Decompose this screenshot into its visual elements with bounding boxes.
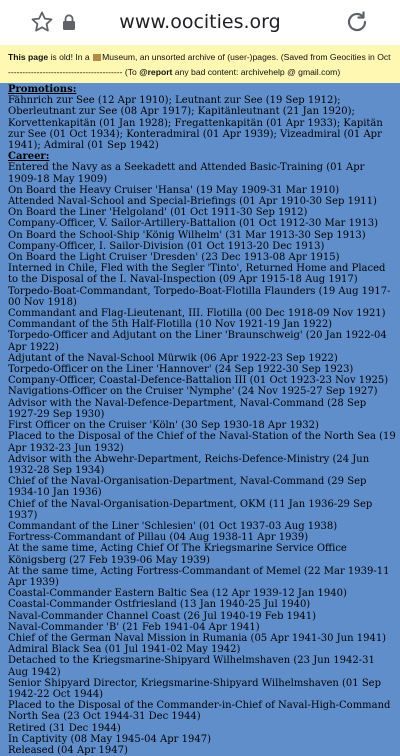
career-item: Retired (31 Dec 1944) xyxy=(8,722,121,734)
career-item: Coastal-Commander Eastern Baltic Sea (12 Apr 1939-12 Jan 1940) xyxy=(8,588,347,600)
career-item: Detached to the Kriegsmarine-Shipyard Wilhelmshaven (23 Jun 1942-31 Aug 1942) xyxy=(8,655,375,678)
career-heading: Career: xyxy=(8,151,50,163)
page-content xyxy=(8,84,396,756)
career-item: Company-Officer, Coastal-Defence-Battalion III (01 Oct 1923-23 Nov 1925) xyxy=(8,375,389,387)
promotions-heading: Promotions: xyxy=(8,84,77,95)
career-item: Navigations-Officer on the Cruiser 'Nymphe' (24 Nov 1925-27 Sep 1927) xyxy=(8,386,378,398)
career-item: Chief of the German Naval Mission in Rumania (05 Apr 1941-30 Jun 1941) xyxy=(8,632,387,644)
career-item: Entered the Navy as a Seekadett and Attended Basic-Training (01 Apr 1909-18 May 1909) xyxy=(8,162,365,185)
career-item: In Captivity (08 May 1945-04 Apr 1947) xyxy=(8,733,211,745)
career-item: First Officer on the Cruiser 'Köln' (30 Sep 1930-18 Apr 1932) xyxy=(8,420,319,432)
career-item: Chief of the Naval-Organisation-Department, OKM (11 Jan 1936-29 Sep 1937) xyxy=(8,498,373,521)
banner-text: is old! In a xyxy=(48,52,93,62)
career-item: Company-Officer, I. Sailor-Division (01 Oct 1913-20 Dec 1913) xyxy=(8,240,325,252)
career-item: Placed to the Disposal of the Chief of the Naval-Station of the North Sea (19 Apr 1932-23 Jun 1932) xyxy=(8,431,396,454)
career-item: Torpedo-Officer on the Liner 'Hannover' (24 Sep 1922-30 Sep 1923) xyxy=(8,364,354,376)
banner-line-1 xyxy=(8,52,391,62)
career-item: On Board the Heavy Cruiser 'Hansa' (19 May 1909-31 Mar 1910) xyxy=(8,184,340,196)
career-item: At the same time, Acting Fortress-Commandant of Memel (22 Mar 1939-11 Apr 1939) xyxy=(8,565,390,588)
career-item: Naval-Commander Channel Coast (26 Jul 1940-19 Feb 1941) xyxy=(8,610,317,622)
career-item: On Board the School-Ship 'König Wilhelm' (31 Mar 1913-30 Sep 1913) xyxy=(8,229,366,241)
career-item: Fortress-Commandant of Pillau (04 Aug 1938-11 Apr 1939) xyxy=(8,532,309,544)
career-item: Commandant and Flag-Lieutenant, III. Flotilla (00 Dec 1918-09 Nov 1921) xyxy=(8,308,386,320)
browser-address-bar xyxy=(0,0,400,45)
career-item: Interned in Chile, Fled with the Segler 'Tinto', Returned Home and Placed to the Disposal of the I. Naval-Inspection (09 Apr 1915-18 Aug 1917) xyxy=(8,263,386,286)
banner-line-2 xyxy=(8,67,340,77)
career-item: Attended Naval-School and Special-Briefings (01 Apr 1910-30 Sep 1911) xyxy=(8,196,377,208)
career-item: Commandant of the 5th Half-Flotilla (10 Nov 1921-19 Jan 1922) xyxy=(8,319,333,331)
career-item: Naval-Commander 'B' (21 Feb 1941-04 Apr 1941) xyxy=(8,621,260,633)
reload-icon[interactable] xyxy=(344,9,370,35)
career-item: Placed to the Disposal of the Commander-in-Chief of Naval-High-Command North Sea (23 Oct 1944-31 Dec 1944) xyxy=(8,700,391,723)
career-item: Advisor with the Naval-Defence-Department, Naval-Command (28 Sep 1927-29 Sep 1930) xyxy=(8,397,367,420)
archive-banner xyxy=(0,45,400,83)
career-item: Adjutant of the Naval-School Mürwik (06 Apr 1922-23 Sep 1922) xyxy=(8,352,338,364)
career-item: Commandant of the Liner 'Schlesien' (01 Oct 1937-03 Aug 1938) xyxy=(8,520,338,532)
career-item: Torpedo-Boat-Commandant, Torpedo-Boat-Flotilla Flaunders (19 Aug 1917-00 Nov 1918) xyxy=(8,285,391,308)
career-item: At the same time, Acting Chief Of The Kriegsmarine Service Office Königsberg (27 Feb 1939-06 May 1939) xyxy=(8,543,347,566)
banner-bold-text: This page xyxy=(8,52,49,62)
promotions-text: Fähnrich zur See (12 Apr 1910); Leutnant zur See (19 Sep 1912); Oberleutnant zur See (08 Apr 1917); Kapitänleutnant (21 Jan 1920); Korvettenkapitän (01 Jan 1928); Fregattenkapitän (01 Apr 1933); Kapitän zur See (01 Oct 1934); Konteradmiral (01 Apr 1939); Vizeadmiral (01 Apr 1941); Admiral (01 Sep 1942) xyxy=(8,95,383,152)
report-link[interactable]: @report xyxy=(139,67,173,77)
banner-dashes: ---------------------------------------- (To xyxy=(8,67,140,77)
career-item: Senior Shipyard Director, Kriegsmarine-Shipyard Wilhelmshaven (01 Sep 1942-22 Oct 1944) xyxy=(8,677,381,700)
career-item: Admiral Black Sea (01 Jul 1941-02 May 1942) xyxy=(8,644,241,656)
banner-text-continued: Museum, an unsorted archive of (user-)pages. (Saved from Geocities in Oct xyxy=(102,52,391,62)
career-item: Torpedo-Officer and Adjutant on the Liner 'Braunschweig' (20 Jan 1922-04 Apr 1922) xyxy=(8,330,387,353)
career-item: Company-Officer, V. Sailor-Artillery-Battalion (01 Oct 1912-30 Mar 1913) xyxy=(8,218,378,230)
career-list xyxy=(8,162,396,756)
banner-contact: any bad content: archivehelp @ gmail.com) xyxy=(172,67,341,77)
museum-icon xyxy=(93,54,101,61)
career-item: Chief of the Naval-Organisation-Department, Naval-Command (29 Sep 1934-10 Jan 1936) xyxy=(8,476,367,499)
career-item: On Board the Light Cruiser 'Dresden' (23 Dec 1913-08 Apr 1915) xyxy=(8,252,340,264)
career-item: Advisor with the Abwehr-Department, Reichs-Defence-Ministry (24 Jun 1932-28 Sep 1934) xyxy=(8,453,370,476)
career-item: On Board the Liner 'Helgoland' (01 Oct 1911-30 Sep 1912) xyxy=(8,207,308,219)
career-item: Coastal-Commander Ostfriesland (13 Jan 1940-25 Jul 1940) xyxy=(8,599,311,611)
career-item: Released (04 Apr 1947) xyxy=(8,744,128,756)
url-text[interactable]: www.oocities.org xyxy=(119,11,281,33)
